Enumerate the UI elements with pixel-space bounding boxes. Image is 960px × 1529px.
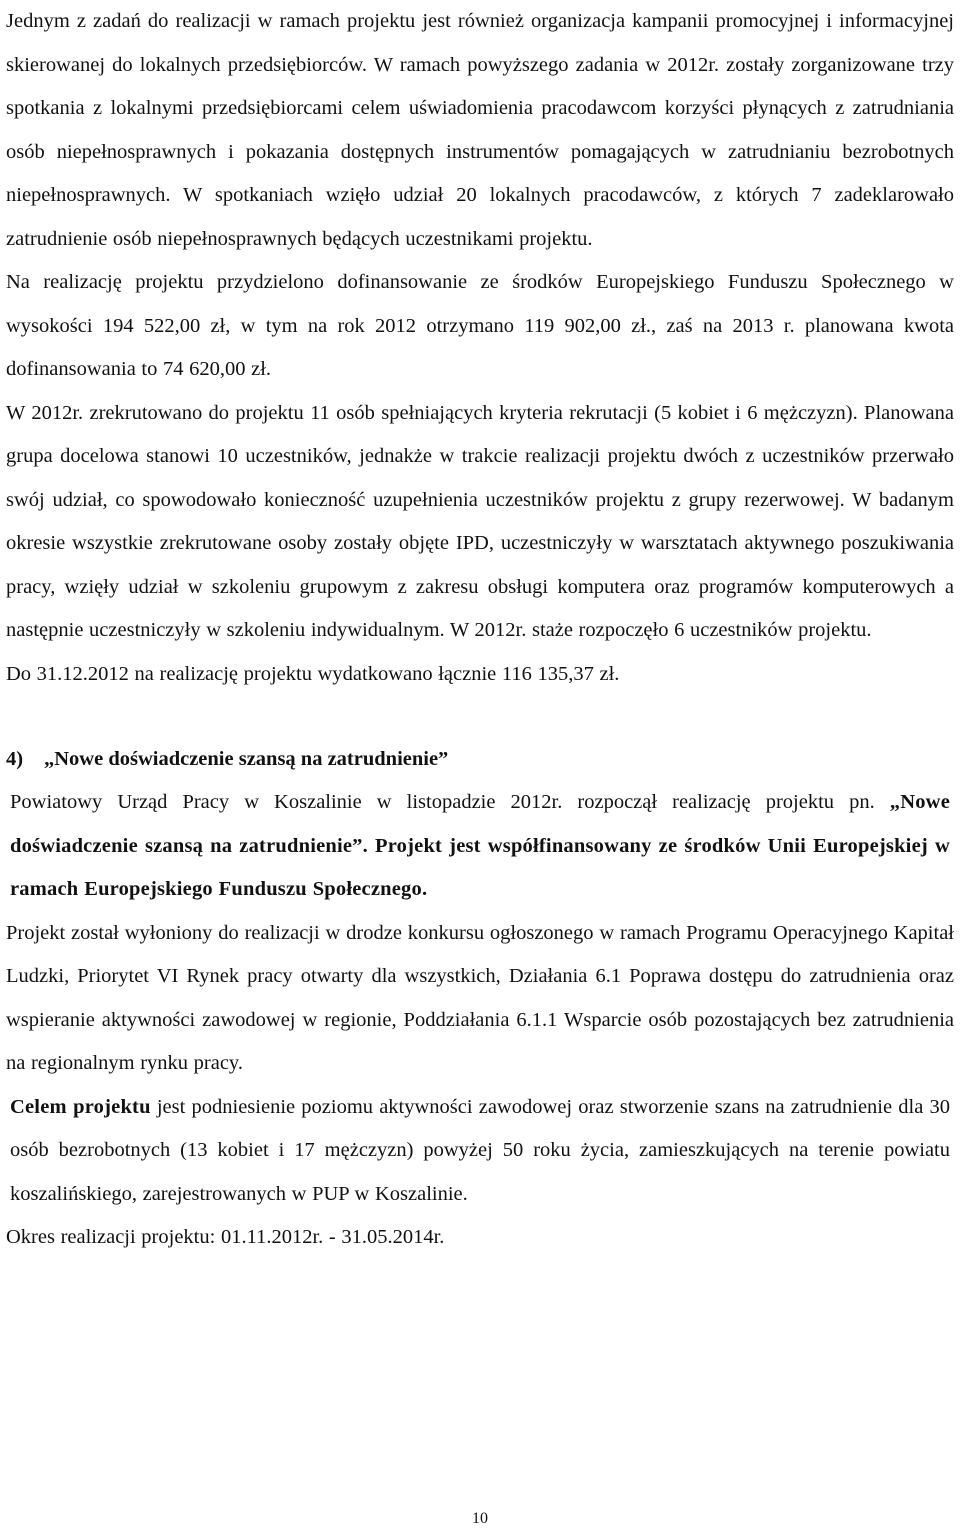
- project-goal-label: Celem projektu: [10, 1095, 151, 1118]
- paragraph-project-goal: [6, 1086, 954, 1217]
- project-intro-bold: „Nowe doświadczenie szansą na zatrudnienie”. Projekt jest współfinansowany ze środków Unii Europejskiej w ramach Europejskiego Funduszu Społecznego.: [10, 791, 950, 900]
- paragraph-promotion-campaign: Jednym z zadań do realizacji w ramach projektu jest również organizacja kampanii promocyjnej i informacyjnej skierowanej do lokalnych przedsiębiorców. W ramach powyższego zadania w 2012r. zostały zorganizowane trzy spotkania z lokalnymi przedsiębiorcami celem uświadomienia pracodawcom korzyści płynących z zatrudniania osób niepełnosprawnych i pokazania dostępnych instrumentów pomagających w zatrudnianiu bezrobotnych niepełnosprawnych. W spotkaniach wzięło udział 20 lokalnych pracodawców, z których 7 zadeklarowało zatrudnienie osób niepełnosprawnych będących uczestnikami projektu.: [6, 10, 954, 250]
- paragraph-period: Okres realizacji projektu: 01.11.2012r. - 31.05.2014r.: [6, 1226, 445, 1248]
- section-heading: [6, 738, 954, 781]
- section-number: 4): [6, 748, 24, 770]
- project-goal-text: jest podniesienie poziomu aktywności zawodowej oraz stworzenie szans na zatrudnienie dla 30 osób bezrobotnych (13 kobiet i 17 mężczyzn) powyżej 50 roku życia, zamieszkujących na terenie powiatu koszalińskiego, zarejestrowanych w PUP w Koszalinie.: [10, 1095, 950, 1205]
- page-number: 10: [472, 1510, 488, 1527]
- document-page: [6, 0, 954, 1260]
- project-intro-text: Powiatowy Urząd Pracy w Koszalinie w listopadzie 2012r. rozpoczął realizację projektu pn.: [10, 791, 890, 813]
- paragraph-recruitment: W 2012r. zrekrutowano do projektu 11 osób spełniających kryteria rekrutacji (5 kobiet i 6 mężczyzn). Planowana grupa docelowa stanowi 10 uczestników, jednakże w trakcie realizacji projektu dwóch z uczestników przerwało swój udział, co spowodowało konieczność uzupełnienia uczestników projektu z grupy rezerwowej. W badanym okresie wszystkie zrekrutowane osoby zostały objęte IPD, uczestniczyły w warsztatach aktywnego poszukiwania pracy, wzięły udział w szkoleniu grupowym z zakresu obsługi komputera oraz programów komputerowych a następnie uczestniczyły w szkoleniu indywidualnym. W 2012r. staże rozpoczęło 6 uczestników projektu.: [6, 401, 954, 641]
- paragraph-program: Projekt został wyłoniony do realizacji w drodze konkursu ogłoszonego w ramach Programu Operacyjnego Kapitał Ludzki, Priorytet VI Rynek pracy otwarty dla wszystkich, Działania 6.1 Poprawa dostępu do zatrudnienia oraz wspieranie aktywności zawodowej w regionie, Poddziałania 6.1.1 Wsparcie osób pozostających bez zatrudnienia na regionalnym rynku pracy.: [6, 921, 954, 1074]
- paragraph-expenditure: Do 31.12.2012 na realizację projektu wydatkowano łącznie 116 135,37 zł.: [6, 662, 620, 685]
- section-title: „Nowe doświadczenie szansą na zatrudnienie”: [44, 748, 449, 770]
- paragraph-funding: Na realizację projektu przydzielono dofinansowanie ze środków Europejskiego Funduszu Społecznego w wysokości 194 522,00 zł, w tym na rok 2012 otrzymano 119 902,00 zł., zaś na 2013 r. planowana kwota dofinansowania to 74 620,00 zł.: [6, 271, 954, 380]
- paragraph-project-intro: [6, 781, 954, 912]
